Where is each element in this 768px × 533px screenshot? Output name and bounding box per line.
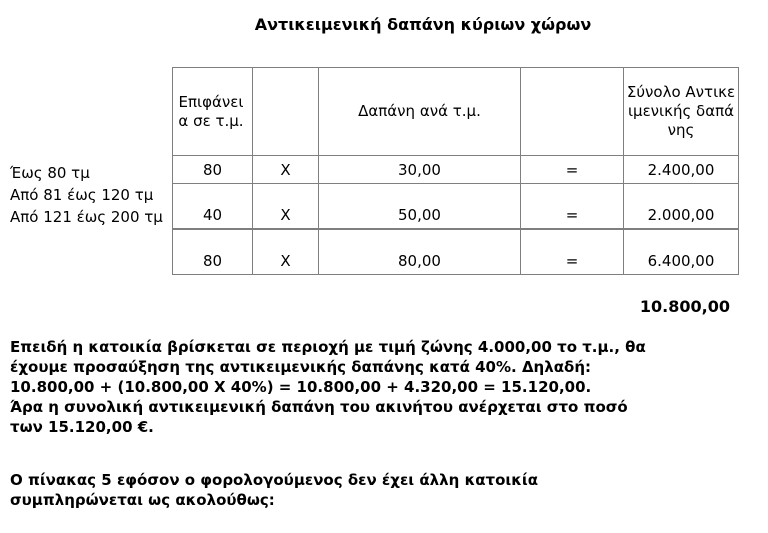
note-line: Ο πίνακας 5 εφόσον ο φορολογούμενος δεν έχει άλλη κατοικία — [10, 471, 539, 489]
explanation-line: Επειδή η κατοικία βρίσκεται σε περιοχή με τιμή ζώνης 4.000,00 το τ.μ., θα — [10, 338, 646, 356]
cell-total: 2.000,00 — [624, 184, 739, 229]
note-line: συμπληρώνεται ως ακολούθως: — [10, 491, 275, 509]
cell-cost: 50,00 — [319, 184, 521, 229]
header-cost-per-sqm: Δαπάνη ανά τ.μ. — [319, 68, 521, 156]
explanation-line: 10.800,00 + (10.800,00 X 40%) = 10.800,00 + 4.320,00 = 15.120,00. — [10, 378, 592, 396]
header-surface: Επιφάνεια σε τ.μ. — [173, 68, 253, 156]
explanation-paragraph — [10, 337, 646, 437]
cell-total: 2.400,00 — [624, 156, 739, 184]
grand-total-value: 10.800,00 — [639, 297, 730, 316]
page-title: Αντικειμενική δαπάνη κύριων χώρων — [254, 15, 592, 34]
explanation-line: έχουμε προσαύξηση της αντικειμενικής δαπάνης κατά 40%. Δηλαδή: — [10, 358, 592, 376]
table-row — [173, 229, 739, 275]
cell-equals: = — [521, 156, 624, 184]
row-label-81-120: Από 81 έως 120 τμ — [10, 186, 154, 204]
cell-times: X — [253, 156, 319, 184]
expenditure-table — [172, 67, 739, 275]
cell-surface: 80 — [173, 229, 253, 275]
header-total: Σύνολο Αντικειμενικής δαπάνης — [624, 68, 739, 156]
header-empty-equals — [521, 68, 624, 156]
explanation-line: Άρα η συνολική αντικειμενική δαπάνη του ακινήτου ανέρχεται στο ποσό — [10, 398, 628, 416]
cell-total: 6.400,00 — [624, 229, 739, 275]
row-label-121-200: Από 121 έως 200 τμ — [10, 208, 163, 226]
row-label-up-to-80: Έως 80 τμ — [10, 164, 90, 182]
cell-surface: 40 — [173, 184, 253, 229]
cell-times: X — [253, 184, 319, 229]
cell-cost: 30,00 — [319, 156, 521, 184]
cell-surface: 80 — [173, 156, 253, 184]
explanation-line: των 15.120,00 €. — [10, 418, 154, 436]
header-empty-operator — [253, 68, 319, 156]
table-row — [173, 184, 739, 229]
table-row — [173, 156, 739, 184]
cell-cost: 80,00 — [319, 229, 521, 275]
cell-equals: = — [521, 184, 624, 229]
table5-note-paragraph — [10, 470, 538, 510]
cell-equals: = — [521, 229, 624, 275]
table-row-labels — [10, 162, 170, 228]
table-header-row — [173, 68, 739, 156]
cell-times: X — [253, 229, 319, 275]
